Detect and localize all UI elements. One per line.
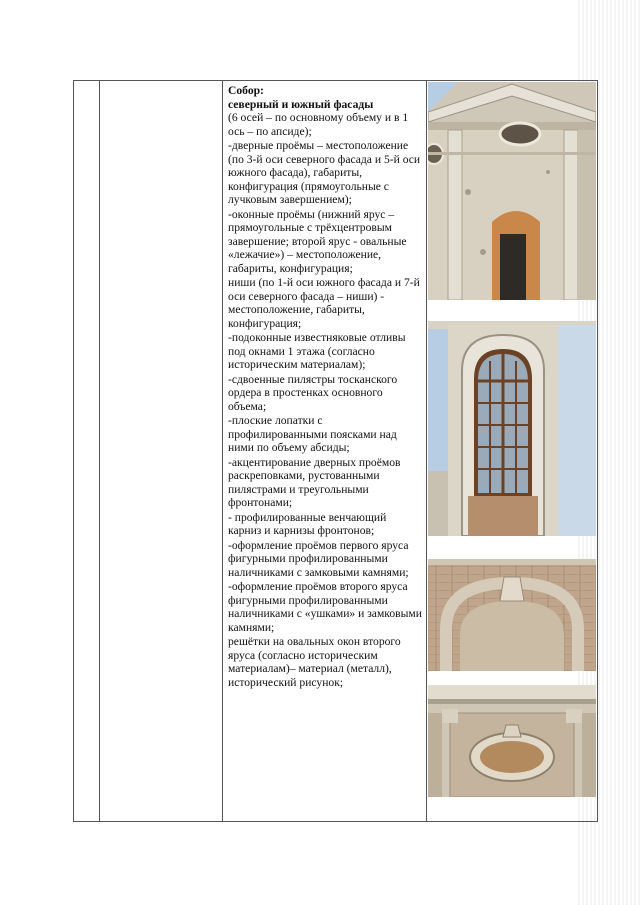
list-item: -дверные проёмы – местоположение (по 3-й оси северного фасада и 5-й оси южного фасада), габариты, конфигурация (прямоугольные с лучковым завершением);	[228, 139, 421, 206]
list-item: -оконные проёмы (нижний ярус – прямоугольные с трёхцентровым завершение; второй ярус - овальные «лежачие») – местоположение, габариты, конфигурация;	[228, 207, 407, 275]
object-heading: Собор:	[228, 84, 264, 97]
list-item: -подоконные известняковые отливы под окнами 1 этажа (согласно историческим материалам);	[228, 331, 406, 371]
brick-arch-photo	[428, 559, 596, 671]
list-item: -оформление проёмов второго яруса фигурными профилированными наличниками с «ушками» и замковыми камнями;	[228, 580, 422, 634]
list-item: -сдвоенные пилястры тосканского ордера в простенках основного объема;	[228, 372, 398, 413]
photo-cell	[427, 81, 598, 822]
list-item: - профилированные венчающий карниз и карнизы фронтонов;	[228, 510, 387, 537]
list-item: решётки на овальных окон второго яруса (согласно историческим материалам)– материал (металл), исторический рисунок;	[228, 635, 401, 689]
list-item: ниши (по 1-й оси южного фасада и 7-й оси северного фасада – ниши) - местоположение, габариты, конфигурация;	[228, 276, 420, 330]
monument-elements-table	[73, 80, 598, 822]
facade-door-photo	[428, 82, 596, 300]
oval-window-photo	[428, 685, 596, 797]
description-cell	[223, 81, 427, 822]
arched-window-photo	[428, 321, 596, 536]
list-item: -оформление проёмов первого яруса фигурными профилированными наличниками с замковыми камнями;	[228, 538, 409, 579]
list-item: (6 осей – по основному объему и в 1 ось – по апсиде);	[228, 111, 409, 138]
number-cell	[74, 81, 100, 822]
list-item: -плоские лопатки с профилированными поясками над ними по объему абсиды;	[228, 414, 397, 454]
facade-heading: северный и южный фасады	[228, 97, 374, 111]
list-item: -акцентирование дверных проёмов раскреповками, рустованными пилястрами и треугольными фронтонами;	[228, 455, 401, 509]
table-row	[74, 81, 598, 822]
category-cell	[100, 81, 223, 822]
